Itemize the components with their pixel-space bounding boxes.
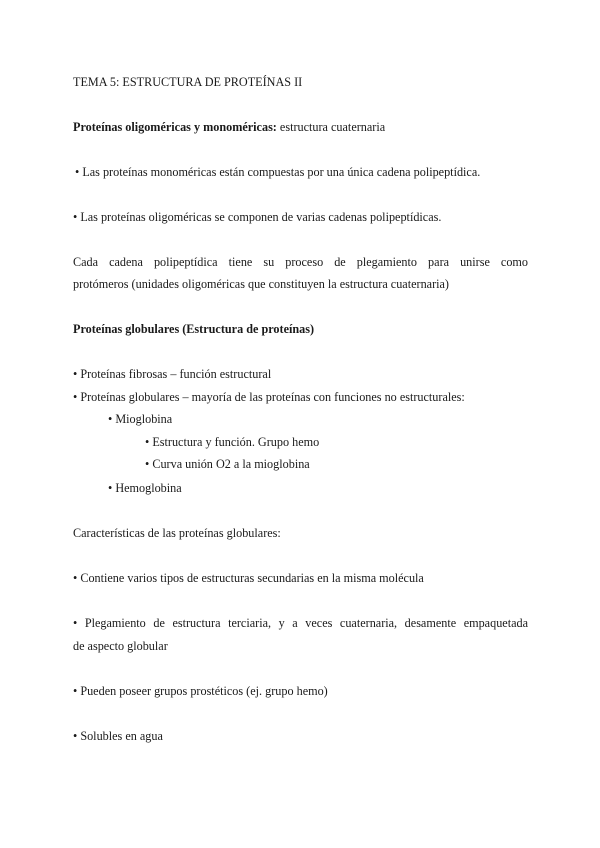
section-heading-globular: Proteínas globulares (Estructura de proteínas) [73,322,315,336]
list-item-fibrous: • Proteínas fibrosas – función estructural [73,367,272,381]
paragraph-line-1: Cada cadena polipeptídica tiene su proceso de plegamiento para unirse como [73,255,528,269]
heading-bold-part: Proteínas oligoméricas y monoméricas: [73,120,277,134]
list-subsubitem-curve: • Curva unión O2 a la mioglobina [145,457,310,471]
list-item-globular: • Proteínas globulares – mayoría de las proteínas con funciones no estructurales: [73,390,465,404]
bullet-oligomeric: • Las proteínas oligoméricas se componen de varias cadenas polipeptídicas. [73,210,442,224]
list-subsubitem-structure: • Estructura y función. Grupo hemo [145,435,320,449]
bullet-prosthetic-groups: • Pueden poseer grupos prostéticos (ej. grupo hemo) [73,684,328,698]
bullet-monomeric: • Las proteínas monoméricas están compuestas por una única cadena polipeptídica. [75,165,481,179]
section-heading-characteristics: Características de las proteínas globulares: [73,526,281,540]
bullet-secondary-structures: • Contiene varios tipos de estructuras secundarias en la misma molécula [73,571,424,585]
heading-regular-part: estructura cuaternaria [276,120,386,134]
bullet-tertiary-line-1: • Plegamiento de estructura terciaria, y a veces cuaternaria, desamente empaquetada [73,616,528,630]
bullet-tertiary-line-2: de aspecto globular [73,639,168,653]
list-subitem-myoglobin: • Mioglobina [108,412,173,426]
document-title: TEMA 5: ESTRUCTURA DE PROTEÍNAS II [73,75,303,89]
paragraph-line-2: protómeros (unidades oligoméricas que constituyen la estructura cuaternaria) [73,277,449,291]
bullet-water-soluble: • Solubles en agua [73,729,163,743]
section-heading-oligomeric [73,119,528,135]
list-subitem-hemoglobin: • Hemoglobina [108,481,182,495]
